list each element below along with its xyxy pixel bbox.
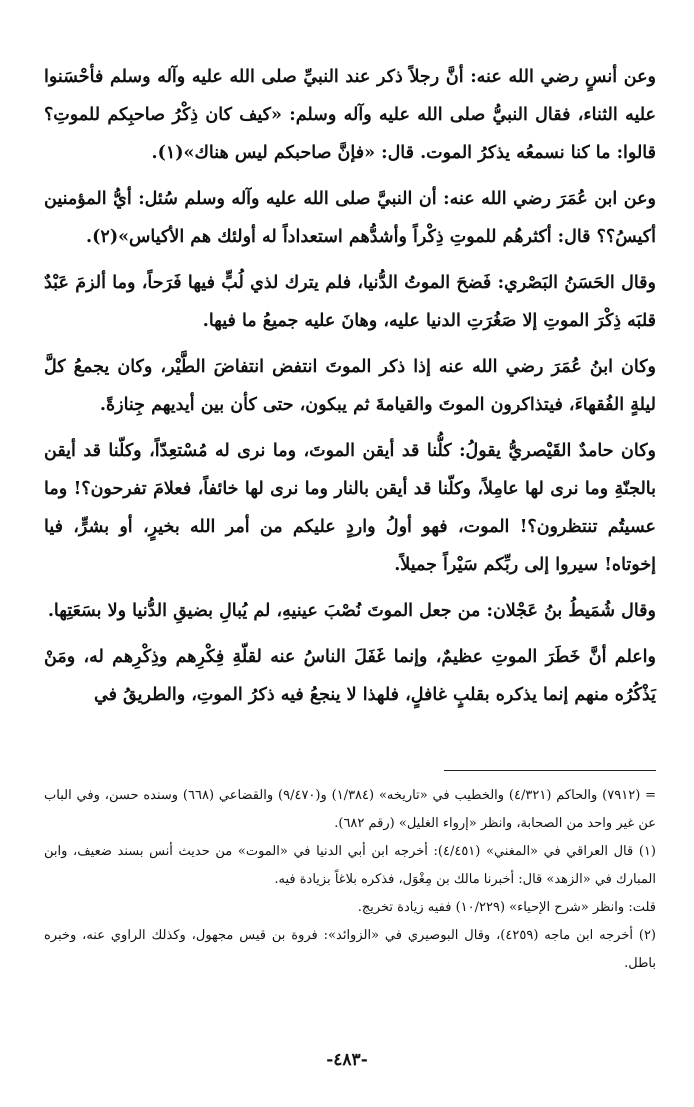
paragraph-hasan-basri: وقال الحَسَنُ البَصْري: فَضحَ الموتُ الدُّنيا، فلم يترك لذي لُبٍّ فيها فَرَحاً، وما ألزمَ عَبْدٌ قلبَه ذِكْرَ الموتِ إلا صَغُرَتِ الدنيا عليه، وهانَ عليه جميعُ ما فيها.: [44, 273, 656, 331]
main-text: [44, 58, 656, 722]
footnotes: [44, 782, 656, 978]
paragraph-ibn-umar-practice: وكان ابنُ عُمَرَ رضي الله عنه إذا ذكر الموتَ انتفض انتفاضَ الطَّيْر، وكان يجمعُ كلَّ ليلةٍ الفُقهاءَ، فيتذاكرون الموتَ والقيامةَ ثم يبكون، حتى كأن بين أيديهم جِنازةً.: [44, 357, 656, 415]
page-number: -٤٨٣-: [326, 1050, 368, 1070]
paragraph-shumait-ibn-ajlan: وقال شُمَيطُ بنُ عَجْلان: من جعل الموتَ نُصْبَ عينيهِ، لم يُبالِ بضيقِ الدُّنيا ولا بسَعَتِها.: [47, 601, 656, 621]
paragraph-danger-of-death: واعلم أنَّ خَطَرَ الموتِ عظيمٌ، وإنما غَفَلَ الناسُ عنه لقلّةِ فِكْرِهم وذِكْرِهم له، ومَنْ يَذْكُرُه منهم إنما يذكره بقلبٍ غافلٍ، فلهذا لا ينجعُ فيه ذكرُ الموتِ، والطريقُ في: [44, 647, 656, 705]
footnote-1: (١) قال العراقي في «المغني» (٤/٤٥١): أخرجه ابن أبي الدنيا في «الموت» من حديث أنس بسند ضعيف، وابن المبارك في «الزهد» قال: أخبرنا مالك بن مِغْوَل، فذكره بلاغاً بزيادة فيه.: [44, 844, 656, 887]
paragraph-hamid-qaysari: وكان حامدٌ القَيْصريُّ يقولُ: كلُّنا قد أيقن الموتَ، وما نرى له مُسْتعِدّاً، وكلّنا قد أيقن بالجنّةِ وما نرى لها عامِلاً، وكلّنا قد أيقن بالنار وما نرى لها خائفاً، فعلامَ تفرحون؟! وما عسيتُم تنتظرون؟! الموت، فهو أولُ واردٍ عليكم من أمر الله بخيرٍ، أو بشرٍّ، فيا إخوتاه! سيروا إلى ربِّكم سَيْراً جميلاً.: [44, 441, 656, 575]
footnote-2: (٢) أخرجه ابن ماجه (٤٢٥٩)، وقال البوصيري في «الزوائد»: فروة بن قيس مجهول، وكذلك الراوي عنه، وخبره باطل.: [44, 928, 656, 971]
footnote-divider: [444, 770, 656, 771]
footnote-continuation: = (٧٩١٢) والحاكم (٤/٣٢١) والخطيب في «تاريخه» (١/٣٨٤) و(٩/٤٧٠) والقضاعي (٦٦٨) وسنده حسن، وفي الباب عن غير واحد من الصحابة، وانظر «إرواء الغليل» (رقم ٦٨٢).: [44, 788, 657, 831]
footnote-1-note: قلت: وانظر «شرح الإحياء» (١٠/٢٢٩) ففيه زيادة تخريج.: [357, 900, 656, 915]
paragraph-anas-hadith: وعن أنسٍ رضي الله عنه: أنَّ رجلاً ذكر عند النبيِّ صلى الله عليه وآله وسلم فأحْسَنوا عليه الثناء، فقال النبيُّ صلى الله عليه وآله وسلم: «كيف كان ذِكْرُ صاحبِكم للموتِ؟ قالوا: ما كنا نسمعُه يذكرُ الموت. قال: «فإنَّ صاحبكم ليس هناك»(١).: [44, 67, 656, 163]
paragraph-ibn-umar-hadith: وعن ابن عُمَرَ رضي الله عنه: أن النبيَّ صلى الله عليه وآله وسلم سُئل: أيُّ المؤمنين أكيسُ؟؟ قال: أكثرهُم للموتِ ذِكْراً وأشدُّهم استعداداً له أولئك هم الأكياس»(٢).: [44, 189, 656, 247]
